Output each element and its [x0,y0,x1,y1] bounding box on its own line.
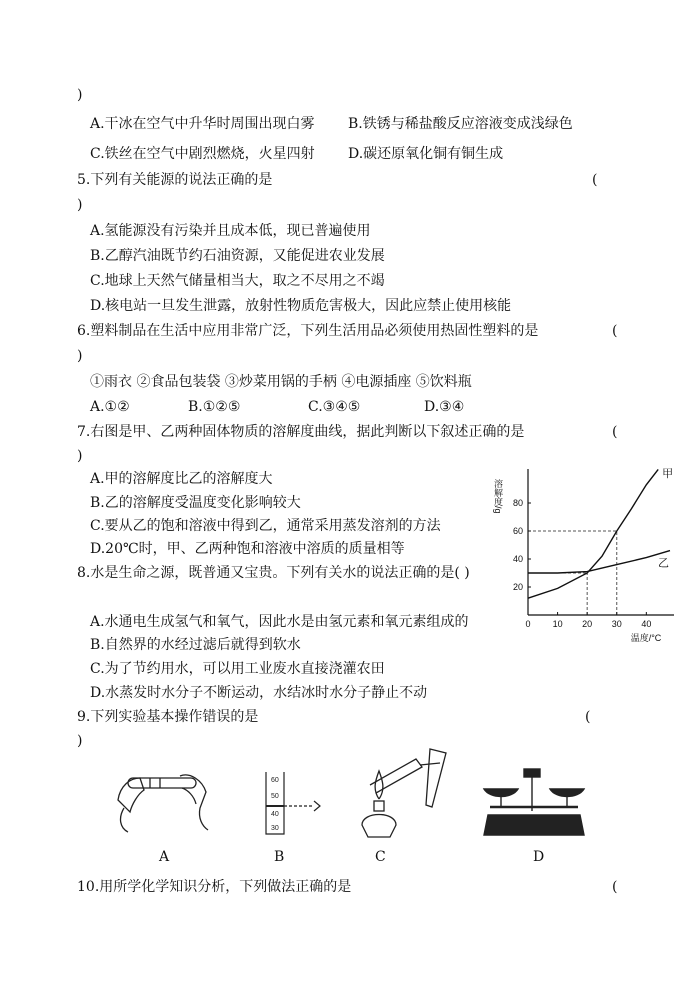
figure-label-a: A [159,849,170,865]
q6-option-a: A.①② [90,399,130,415]
question-5-close-paren: ) [77,197,83,213]
question-5-stem: 5.下列有关能源的说法正确的是 [77,172,273,188]
q4-option-a: A.干冰在空气中升华时周围出现白雾 [90,116,315,132]
y-tick-label: 80 [512,498,523,508]
series-line-jia [528,469,658,598]
question-9-open-paren: ( [585,709,591,725]
question-10-open-paren: ( [612,879,618,895]
y-tick-label: 40 [512,554,523,564]
q4-option-d: D.碳还原氧化铜有铜生成 [348,146,504,162]
alcohol-lamp-heating-figure [350,745,460,840]
cylinder-mark-30: 30 [271,825,279,832]
question-4-close-paren: ) [77,87,83,103]
question-9-stem: 9.下列实验基本操作错误的是 [77,709,259,725]
q8-option-c: C.为了节约用水，可以用工业废水直接浇灌农田 [90,661,385,677]
q6-option-d: D.③④ [424,399,465,415]
figure-label-d: D [533,849,545,865]
q4-option-b: B.铁锈与稀盐酸反应溶液变成浅绿色 [348,116,573,132]
question-8-stem: 8.水是生命之源，既普通又宝贵。下列有关水的说法正确的是( ) [77,565,470,581]
question-5-open-paren: ( [592,172,598,188]
x-tick-label: 10 [552,619,563,629]
question-9-close-paren: ) [77,733,83,749]
graduated-cylinder-figure [258,770,328,840]
cylinder-mark-50: 50 [271,793,279,800]
q5-option-b: B.乙醇汽油既节约石油资源，又能促进农业发展 [90,248,385,264]
q8-option-d: D.水蒸发时水分子不断运动，水结冰时水分子静止不动 [90,685,428,701]
chart-axes [528,469,674,615]
q7-option-d: D.20℃时，甲、乙两种饱和溶液中溶质的质量相等 [90,541,405,557]
figure-label-b: B [274,849,285,865]
q4-option-c: C.铁丝在空气中剧烈燃烧，火星四射 [90,146,315,162]
x-tick-label: 0 [525,619,531,629]
q8-option-b: B.自然界的水经过滤后就得到软水 [90,637,301,653]
q7-option-a: A.甲的溶解度比乙的溶解度大 [90,471,273,487]
cylinder-mark-40: 40 [271,811,279,818]
question-10-stem: 10.用所学化学知识分析，下列做法正确的是 [77,879,352,895]
q5-option-a: A.氢能源没有污染并且成本低，现已普遍使用 [90,223,371,239]
question-6-stem: 6.塑料制品在生活中应用非常广泛，下列生活用品必须使用热固性塑料的是 [77,323,539,339]
lab-test-tube-hands-figure [110,760,220,840]
series-label: 乙 [658,557,669,570]
q8-option-a: A.水通电生成氢气和氧气，因此水是由氢元素和氧元素组成的 [90,614,469,630]
chart-ticks [513,498,651,629]
q6-option-b: B.①②⑤ [188,399,241,415]
question-7-close-paren: ) [77,448,83,464]
y-tick-label: 60 [512,526,523,536]
balance-scale-figure [480,765,590,840]
q5-option-d: D.核电站一旦发生泄露，放射性物质危害极大，因此应禁止使用核能 [90,298,512,314]
question-7-open-paren: ( [612,424,618,440]
question-6-open-paren: ( [612,323,618,339]
series-line-yi [528,551,670,573]
q7-option-c: C.要从乙的饱和溶液中得到乙，通常采用蒸发溶剂的方法 [90,518,441,534]
question-7-stem: 7.右图是甲、乙两种固体物质的溶解度曲线，据此判断以下叙述正确的是 [77,424,525,440]
series-label: 甲 [662,468,674,480]
question-6-close-paren: ) [77,348,83,364]
q7-option-b: B.乙的溶解度受温度变化影响较大 [90,495,301,511]
figure-label-c: C [375,849,386,865]
y-tick-label: 20 [512,582,523,592]
q6-items: ①雨衣 ②食品包装袋 ③炒菜用锅的手柄 ④电源插座 ⑤饮料瓶 [90,374,472,390]
q5-option-c: C.地球上天然气储量相当大，取之不尽用之不竭 [90,273,385,289]
solubility-chart [480,465,680,645]
x-tick-label: 20 [582,619,593,629]
chart-series [528,467,673,598]
cylinder-mark-60: 60 [271,777,279,784]
x-tick-label: 30 [611,619,622,629]
y-axis-label: 溶解度/g [493,479,503,514]
x-axis-label: 温度/°C [630,633,662,643]
q6-option-c: C.③④⑤ [308,399,361,415]
x-tick-label: 40 [641,619,652,629]
